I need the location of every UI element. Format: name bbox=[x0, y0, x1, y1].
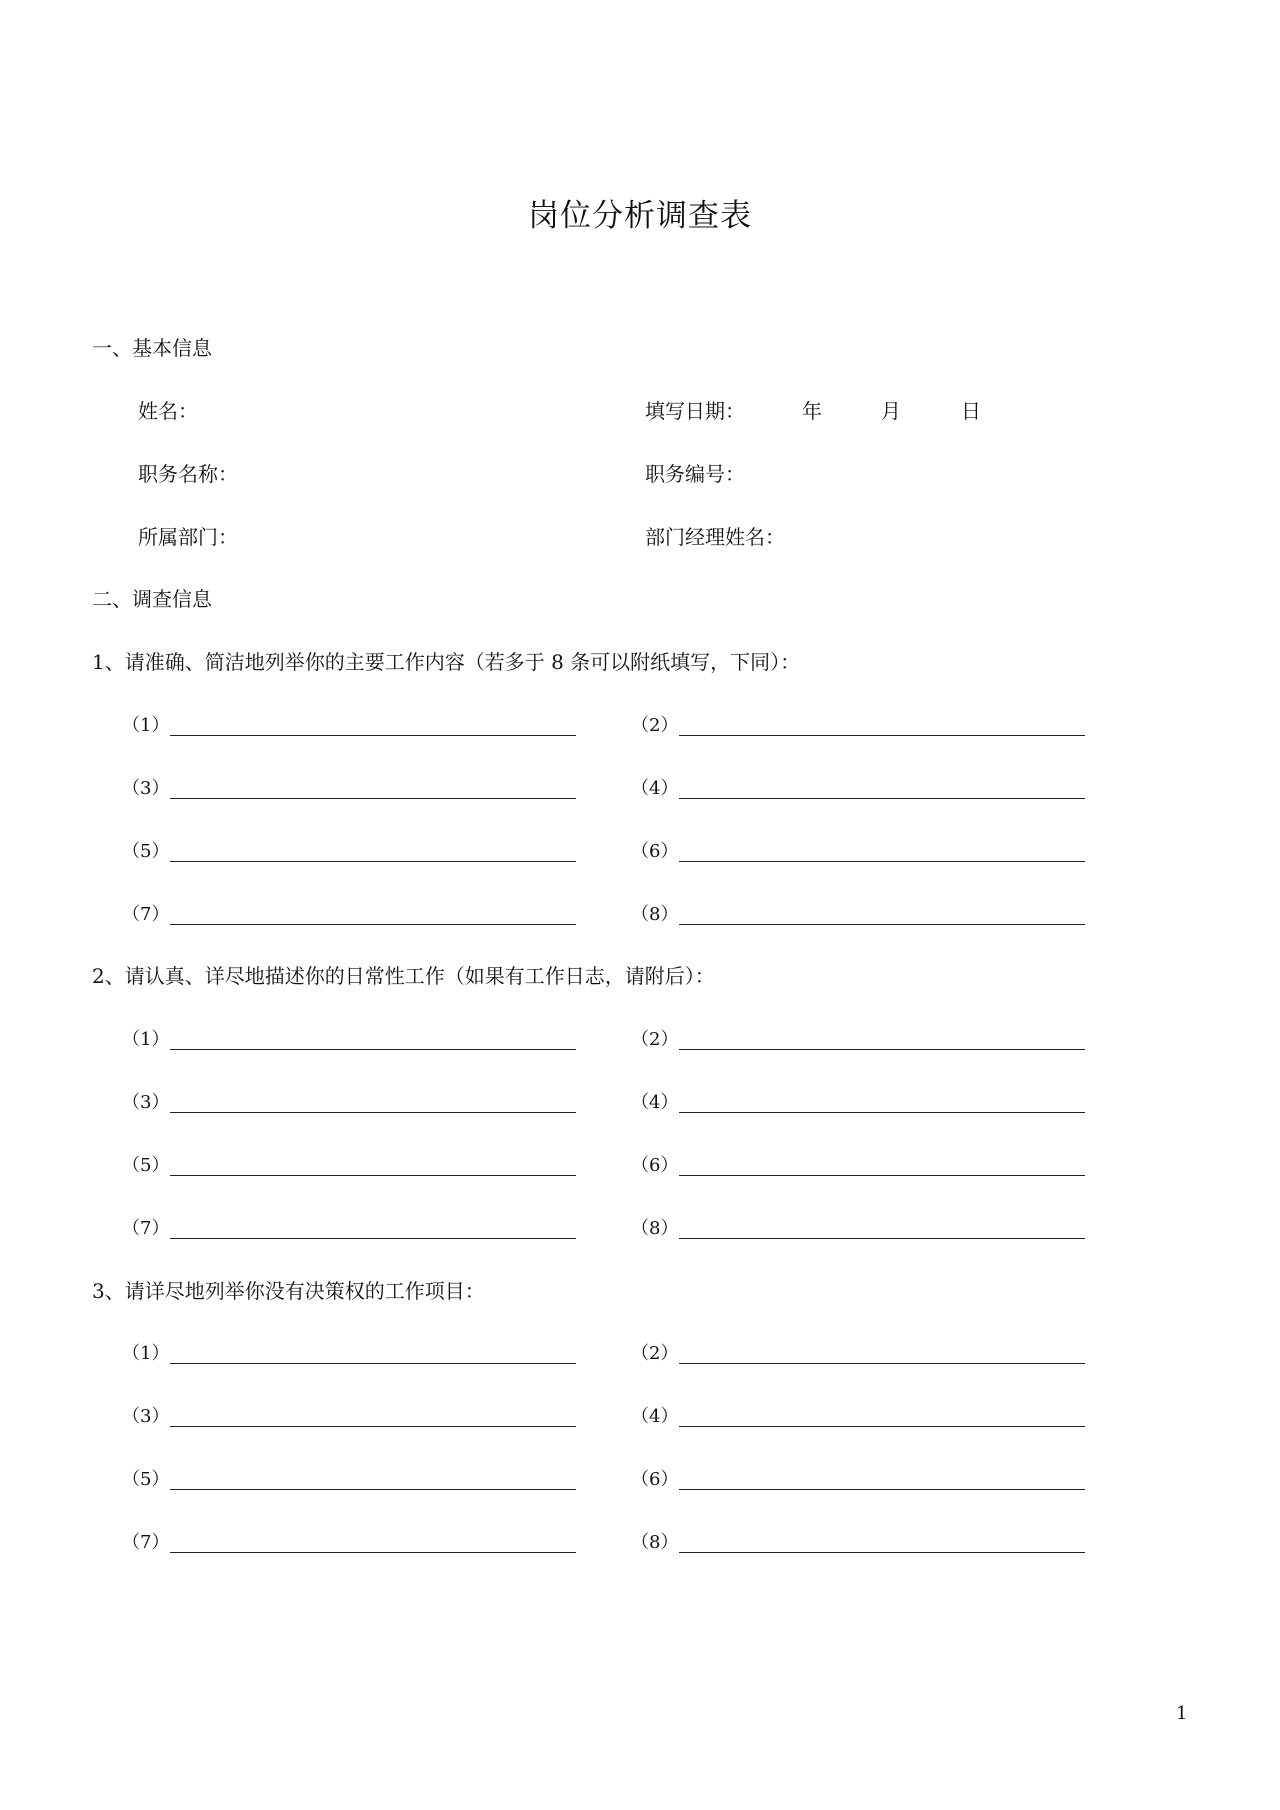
item-number: （3） bbox=[122, 1092, 170, 1113]
answer-line[interactable] bbox=[679, 861, 1085, 862]
answer-line[interactable] bbox=[679, 1175, 1085, 1176]
section-basic-info-heading: 一、基本信息 bbox=[92, 336, 212, 360]
answer-line[interactable] bbox=[170, 861, 576, 862]
answer-line[interactable] bbox=[170, 1238, 576, 1239]
department-label: 所属部门： bbox=[138, 525, 238, 549]
answer-line[interactable] bbox=[170, 1049, 576, 1050]
answer-line[interactable] bbox=[170, 798, 576, 799]
answer-line[interactable] bbox=[679, 1489, 1085, 1490]
date-label: 填写日期： bbox=[645, 399, 745, 423]
name-label: 姓名： bbox=[138, 399, 198, 423]
answer-line[interactable] bbox=[170, 1363, 576, 1364]
answer-line[interactable] bbox=[170, 1552, 576, 1553]
item-number: （8） bbox=[631, 1218, 679, 1239]
item-number: （3） bbox=[122, 1406, 170, 1427]
answer-line[interactable] bbox=[170, 924, 576, 925]
answer-line[interactable] bbox=[679, 924, 1085, 925]
answer-line[interactable] bbox=[679, 1426, 1085, 1427]
date-year-label: 年 bbox=[802, 399, 822, 423]
answer-line[interactable] bbox=[679, 735, 1085, 736]
answer-line[interactable] bbox=[679, 1238, 1085, 1239]
item-number: （5） bbox=[122, 1155, 170, 1176]
date-day-label: 日 bbox=[961, 399, 981, 423]
item-number: （3） bbox=[122, 778, 170, 799]
item-number: （4） bbox=[631, 778, 679, 799]
item-number: （7） bbox=[122, 1218, 170, 1239]
date-month-label: 月 bbox=[881, 399, 901, 423]
answer-line[interactable] bbox=[679, 1363, 1085, 1364]
item-number: （8） bbox=[631, 904, 679, 925]
answer-line[interactable] bbox=[170, 1426, 576, 1427]
item-number: （1） bbox=[122, 1029, 170, 1050]
question-3-text: 3、请详尽地列举你没有决策权的工作项目： bbox=[92, 1279, 485, 1303]
answer-line[interactable] bbox=[170, 1175, 576, 1176]
answer-line[interactable] bbox=[170, 1112, 576, 1113]
item-number: （2） bbox=[631, 1029, 679, 1050]
answer-line[interactable] bbox=[679, 1552, 1085, 1553]
item-number: （1） bbox=[122, 715, 170, 736]
section-survey-info-heading: 二、调查信息 bbox=[92, 587, 212, 611]
item-number: （6） bbox=[631, 841, 679, 862]
item-number: （2） bbox=[631, 715, 679, 736]
item-number: （5） bbox=[122, 1469, 170, 1490]
item-number: （7） bbox=[122, 904, 170, 925]
answer-line[interactable] bbox=[170, 735, 576, 736]
item-number: （7） bbox=[122, 1532, 170, 1553]
question-1-text: 1、请准确、简洁地列举你的主要工作内容（若多于 8 条可以附纸填写，下同）： bbox=[92, 650, 801, 674]
item-number: （4） bbox=[631, 1092, 679, 1113]
item-number: （6） bbox=[631, 1469, 679, 1490]
item-number: （4） bbox=[631, 1406, 679, 1427]
item-number: （1） bbox=[122, 1343, 170, 1364]
manager-name-label: 部门经理姓名： bbox=[645, 525, 785, 549]
question-2-text: 2、请认真、详尽地描述你的日常性工作（如果有工作日志，请附后）： bbox=[92, 964, 715, 988]
item-number: （8） bbox=[631, 1532, 679, 1553]
item-number: （2） bbox=[631, 1343, 679, 1364]
answer-line[interactable] bbox=[170, 1489, 576, 1490]
job-title-label: 职务名称： bbox=[138, 462, 238, 486]
document-title: 岗位分析调查表 bbox=[528, 198, 752, 234]
answer-line[interactable] bbox=[679, 1112, 1085, 1113]
answer-line[interactable] bbox=[679, 1049, 1085, 1050]
answer-line[interactable] bbox=[679, 798, 1085, 799]
job-number-label: 职务编号： bbox=[645, 462, 745, 486]
page-number: 1 bbox=[1176, 1703, 1188, 1724]
item-number: （6） bbox=[631, 1155, 679, 1176]
item-number: （5） bbox=[122, 841, 170, 862]
